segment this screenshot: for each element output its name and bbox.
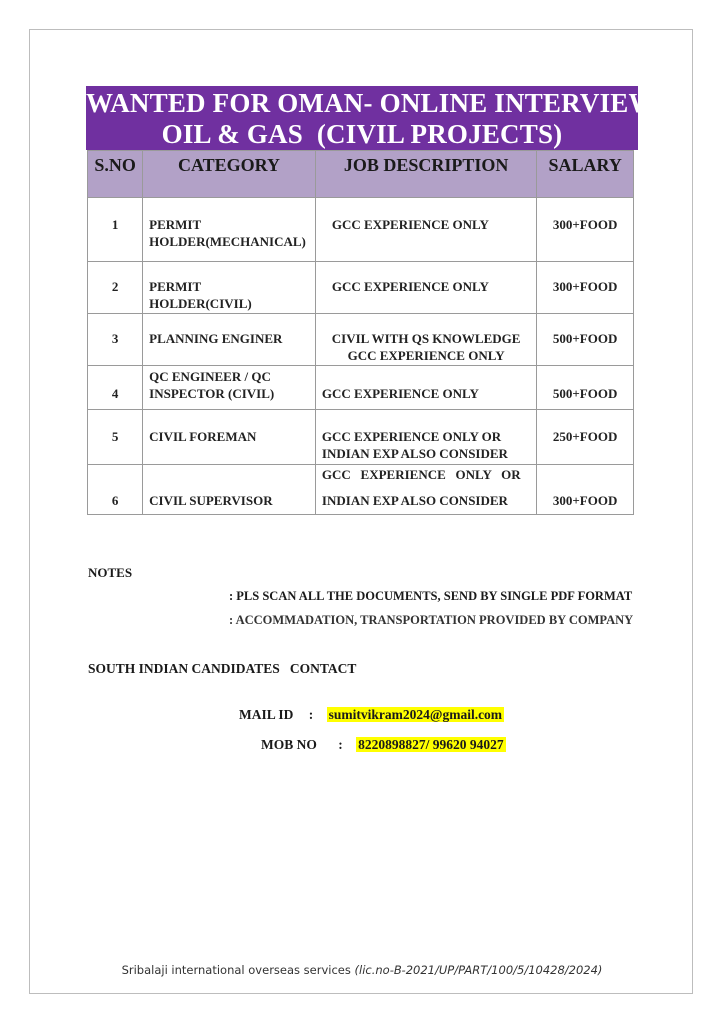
cell-category: QC ENGINEER / QC INSPECTOR (CIVIL) — [143, 366, 316, 410]
cell-salary: 250+FOOD — [537, 410, 634, 465]
mobile-separator: : — [338, 737, 343, 752]
cell-salary: 500+FOOD — [537, 366, 634, 410]
table-row — [88, 262, 634, 314]
cell-salary: 300+FOOD — [537, 262, 634, 314]
table-row — [88, 198, 634, 262]
cell-description: GCC EXPERIENCE ONLY — [315, 366, 536, 410]
notes-title: NOTES — [88, 565, 133, 580]
cell-category: CIVIL SUPERVISOR — [143, 465, 316, 515]
footer — [0, 963, 724, 977]
mobile-label: MOB NO — [261, 737, 317, 752]
cell-salary: 500+FOOD — [537, 314, 634, 366]
cell-sno: 5 — [88, 410, 143, 465]
cell-sno: 4 — [88, 366, 143, 410]
table-row — [88, 366, 634, 410]
cell-description: GCC EXPERIENCE ONLY OR INDIAN EXP ALSO CONSIDER — [315, 465, 536, 515]
table-row — [88, 465, 634, 515]
cell-salary: 300+FOOD — [537, 465, 634, 515]
cell-category: PLANNING ENGINER — [143, 314, 316, 366]
mobile-row — [261, 737, 506, 753]
cell-category: PERMIT HOLDER(CIVIL) — [143, 262, 316, 314]
title-banner — [86, 86, 656, 150]
footer-company: Sribalaji international overseas services — [121, 963, 355, 977]
column-header-job-description: JOB DESCRIPTION — [315, 151, 536, 198]
column-header-salary: SALARY — [537, 151, 634, 198]
cell-description: GCC EXPERIENCE ONLY OR INDIAN EXP ALSO CONSIDER — [315, 410, 536, 465]
column-header-category: CATEGORY — [143, 151, 316, 198]
footer-license: (lic.no-B-2021/UP/PART/100/5/10428/2024) — [354, 963, 603, 977]
mobile-value[interactable]: 8220898827/ 99620 94027 — [358, 737, 504, 752]
cell-description: GCC EXPERIENCE ONLY — [315, 262, 536, 314]
cell-salary: 300+FOOD — [537, 198, 634, 262]
cell-description: GCC EXPERIENCE ONLY — [315, 198, 536, 262]
jobs-table — [87, 150, 634, 515]
banner-line-1: WANTED FOR OMAN- ONLINE INTERVIEW — [86, 88, 656, 118]
cell-sno: 2 — [88, 262, 143, 314]
mail-separator: : — [308, 707, 314, 722]
cell-sno: 3 — [88, 314, 143, 366]
column-header-sno: S.NO — [88, 151, 143, 198]
mail-label: MAIL ID — [239, 707, 294, 722]
contact-title: SOUTH INDIAN CANDIDATES CONTACT — [88, 661, 357, 676]
table-row — [88, 314, 634, 366]
mail-value[interactable]: sumitvikram2024@gmail.com — [328, 707, 503, 722]
cell-sno: 1 — [88, 198, 143, 262]
cell-category: PERMIT HOLDER(MECHANICAL) — [143, 198, 316, 262]
table-header-row — [88, 151, 634, 198]
note-item: : ACCOMMADATION, TRANSPORTATION PROVIDED BY COMPANY — [229, 613, 634, 627]
note-item: : PLS SCAN ALL THE DOCUMENTS, SEND BY SINGLE PDF FORMAT — [229, 589, 633, 603]
banner-line-2: OIL & GAS (CIVIL PROJECTS) — [161, 119, 563, 149]
table-row — [88, 410, 634, 465]
cell-sno: 6 — [88, 465, 143, 515]
mail-row — [239, 707, 504, 723]
cell-category: CIVIL FOREMAN — [143, 410, 316, 465]
cell-description: CIVIL WITH QS KNOWLEDGE GCC EXPERIENCE ONLY — [315, 314, 536, 366]
